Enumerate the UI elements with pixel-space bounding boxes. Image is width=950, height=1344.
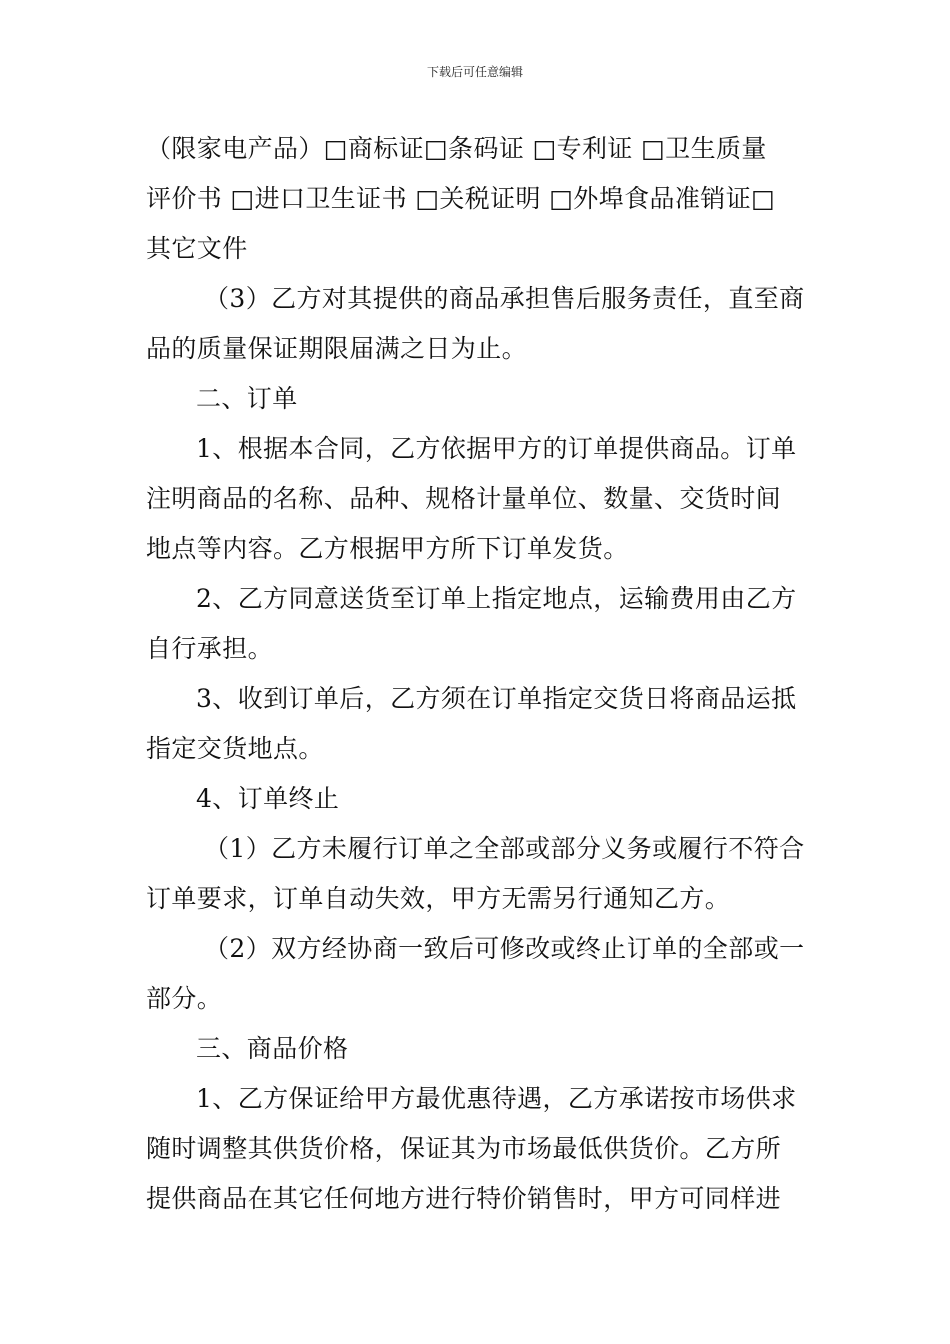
text-line: 提供商品在其它任何地方进行特价销售时，甲方可同样进 — [146, 1184, 782, 1213]
text-line: （2）双方经协商一致后可修改或终止订单的全部或一 — [204, 934, 805, 963]
text-line: 自行承担。 — [146, 634, 274, 663]
text-line: 1、根据本合同，乙方依据甲方的订单提供商品。订单 — [196, 434, 797, 463]
text-line: 指定交货地点。 — [146, 734, 324, 763]
text-line: 注明商品的名称、品种、规格计量单位、数量、交货时间 — [146, 484, 782, 513]
text-line: 评价书 □进口卫生证书 □关税证明 □外埠食品准销证□ — [146, 184, 776, 213]
section-heading: 二、订单 — [196, 384, 298, 413]
section-heading: 三、商品价格 — [196, 1034, 349, 1063]
text-line: 3、收到订单后，乙方须在订单指定交货日将商品运抵 — [196, 684, 797, 713]
document-body — [146, 124, 810, 1224]
text-line: 订单要求，订单自动失效，甲方无需另行通知乙方。 — [146, 884, 731, 913]
text-line: （限家电产品）□商标证□条码证 □专利证 □卫生质量 — [146, 134, 767, 163]
text-line: 随时调整其供货价格，保证其为市场最低供货价。乙方所 — [146, 1134, 782, 1163]
text-line: 2、乙方同意送货至订单上指定地点，运输费用由乙方 — [196, 584, 797, 613]
subsection-heading: 4、订单终止 — [196, 784, 340, 813]
text-line: 品的质量保证期限届满之日为止。 — [146, 334, 528, 363]
text-line: 地点等内容。乙方根据甲方所下订单发货。 — [146, 534, 629, 563]
page-header: 下载后可任意编辑 — [426, 65, 523, 79]
text-line: 1、乙方保证给甲方最优惠待遇，乙方承诺按市场供求 — [196, 1084, 797, 1113]
text-line: 其它文件 — [146, 234, 248, 263]
text-line: 部分。 — [146, 984, 223, 1013]
text-line: （3）乙方对其提供的商品承担售后服务责任，直至商 — [204, 284, 805, 313]
text-line: （1）乙方未履行订单之全部或部分义务或履行不符合 — [204, 834, 805, 863]
